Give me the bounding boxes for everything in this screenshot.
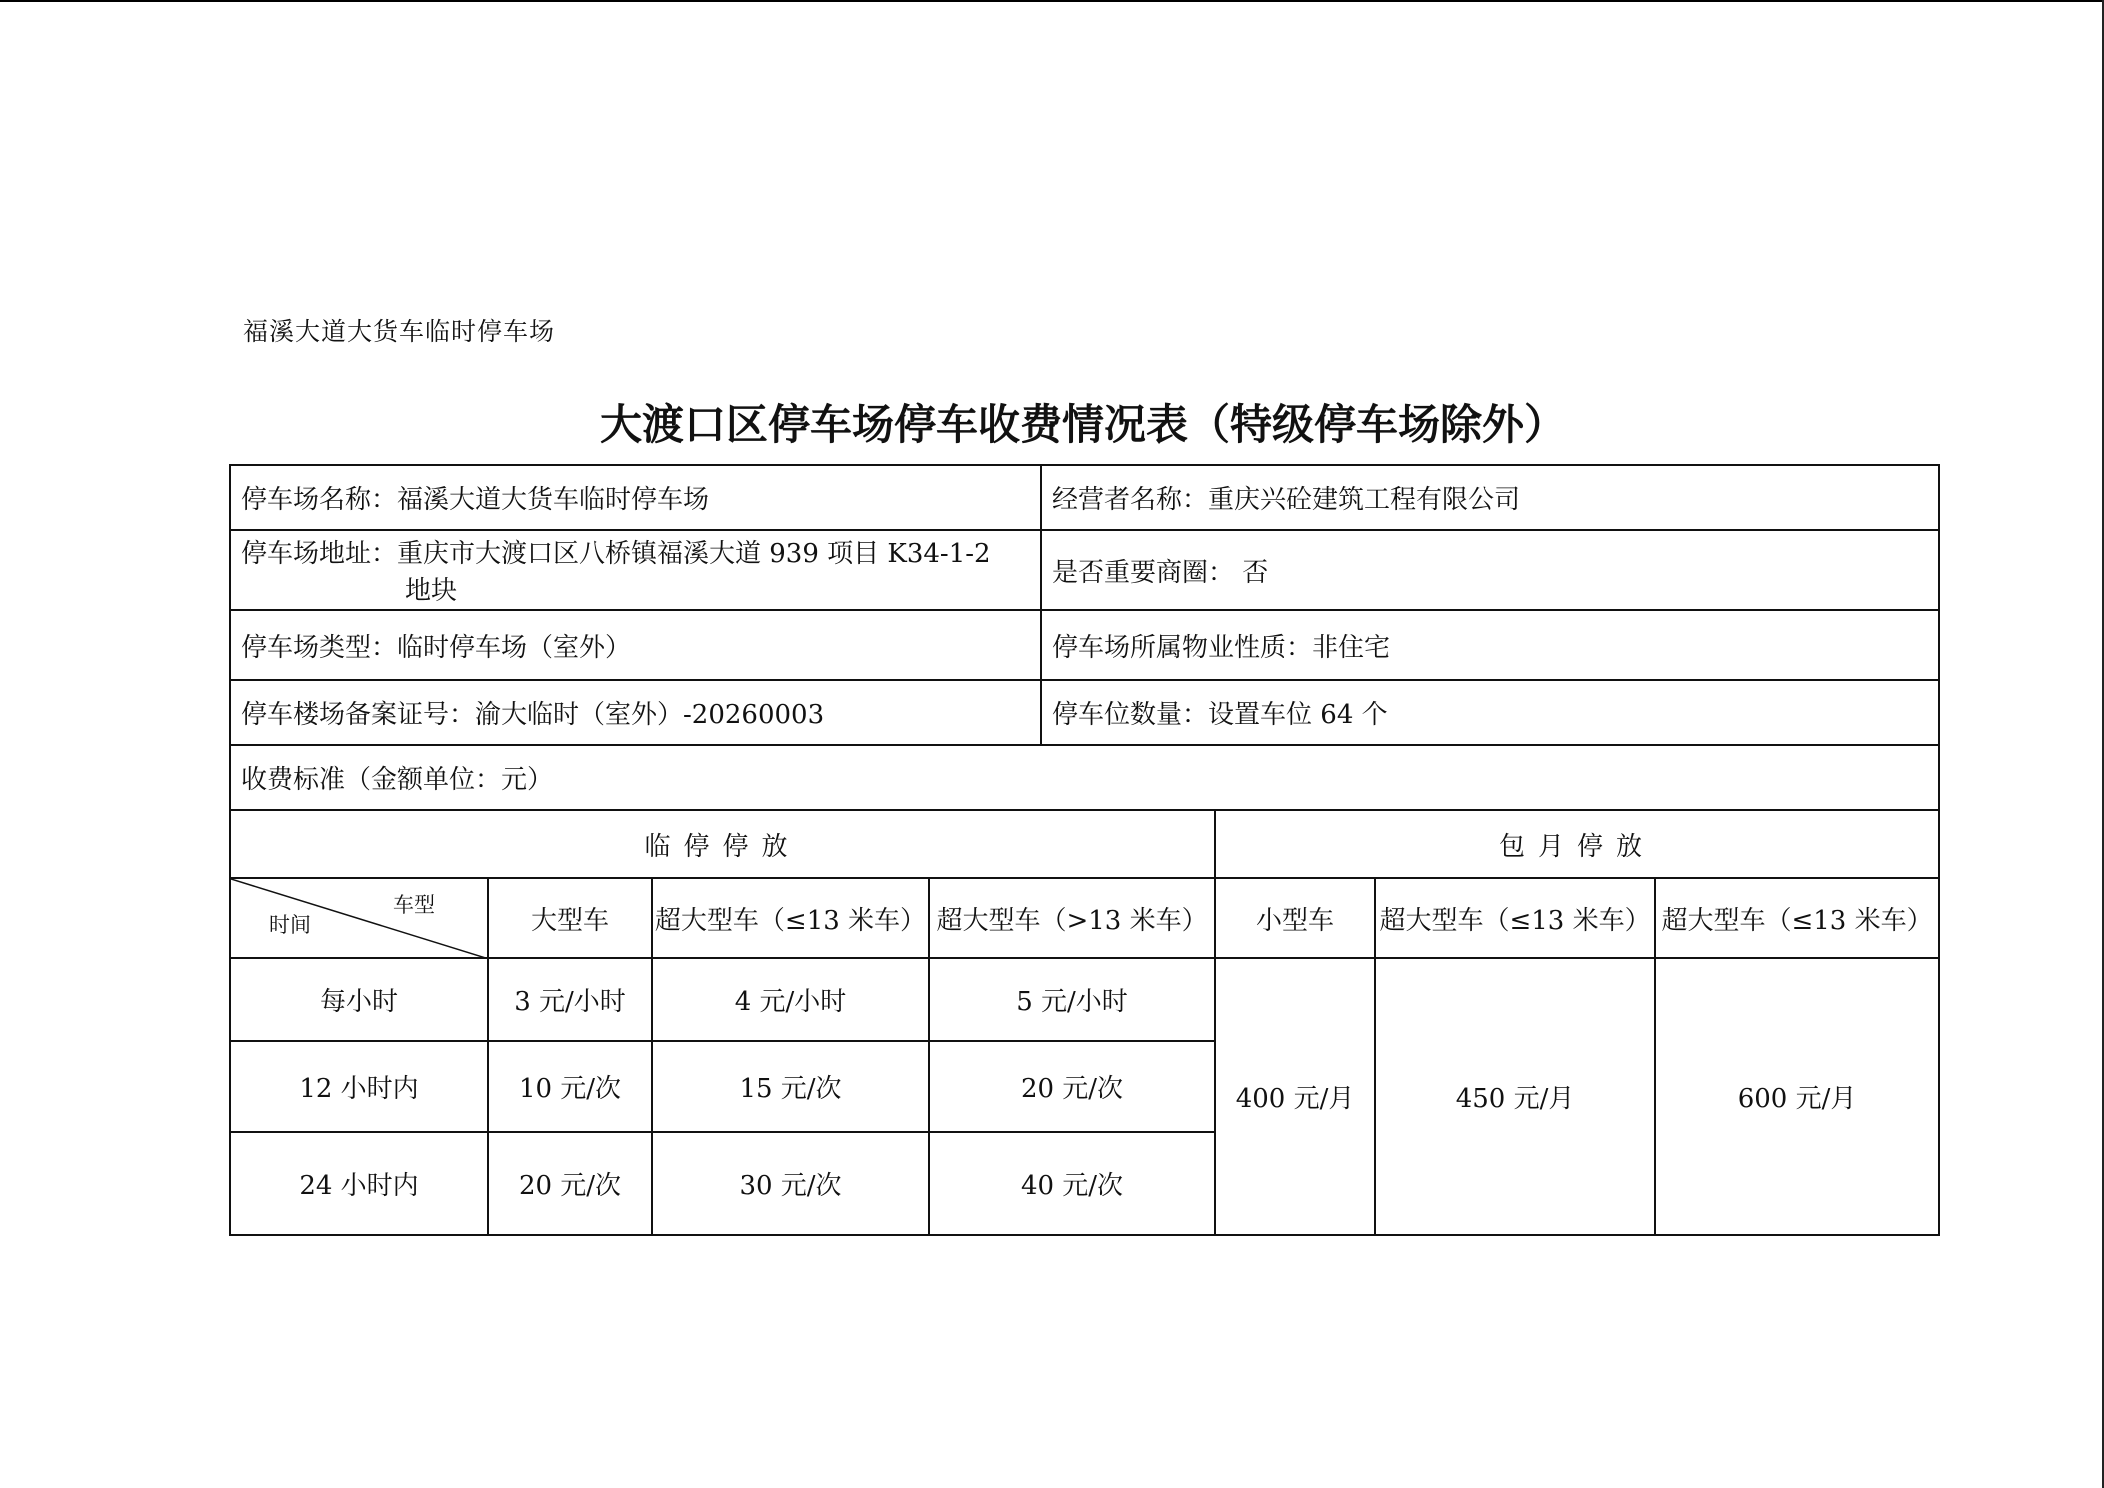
time-12h: 12 小时内 bbox=[230, 1041, 488, 1132]
info-row-type bbox=[230, 610, 1939, 680]
info-row-name bbox=[230, 465, 1939, 530]
monthly-parking-header: 包月停放 bbox=[1499, 831, 1656, 862]
temporary-parking-header: 临停停放 bbox=[644, 831, 801, 862]
corner-label-time: 时间 bbox=[269, 913, 311, 937]
monthly-fee-xl-a: 450 元/月 bbox=[1375, 958, 1655, 1235]
vehicle-type-xl-gt13: 超大型车（>13 米车） bbox=[929, 878, 1215, 958]
property-nature-cell: 停车场所属物业性质：非住宅 bbox=[1041, 610, 1939, 680]
vehicle-type-xl-monthly-a: 超大型车（≤13 米车） bbox=[1375, 878, 1655, 958]
key-district-cell: 是否重要商圈： 否 bbox=[1041, 530, 1939, 610]
corner-label-vehicle-type: 车型 bbox=[393, 893, 435, 917]
monthly-fee-xl-b: 600 元/月 bbox=[1655, 958, 1939, 1235]
vehicle-type-small-monthly: 小型车 bbox=[1215, 878, 1375, 958]
fee-xl-gt13-hourly: 5 元/小时 bbox=[929, 958, 1215, 1041]
info-row-record bbox=[230, 680, 1939, 745]
time-24h: 24 小时内 bbox=[230, 1132, 488, 1235]
monthly-fee-small: 400 元/月 bbox=[1215, 958, 1375, 1235]
vehicle-type-header-row bbox=[230, 878, 1939, 958]
parking-fee-table bbox=[229, 464, 1940, 1236]
table-row bbox=[230, 958, 1939, 1041]
fee-xl-le13-hourly: 4 元/小时 bbox=[652, 958, 929, 1041]
address-cell bbox=[230, 530, 1041, 610]
lot-type-cell: 停车场类型：临时停车场（室外） bbox=[230, 610, 1041, 680]
vehicle-type-xl-le13: 超大型车（≤13 米车） bbox=[652, 878, 929, 958]
page-top-rule bbox=[0, 0, 2104, 2]
fee-xl-gt13-12h: 20 元/次 bbox=[929, 1041, 1215, 1132]
fee-xl-le13-12h: 15 元/次 bbox=[652, 1041, 929, 1132]
lot-name-cell: 停车场名称：福溪大道大货车临时停车场 bbox=[230, 465, 1041, 530]
fee-xl-le13-24h: 30 元/次 bbox=[652, 1132, 929, 1235]
fee-large-24h: 20 元/次 bbox=[488, 1132, 652, 1235]
time-hourly: 每小时 bbox=[230, 958, 488, 1041]
header-caption: 福溪大道大货车临时停车场 bbox=[243, 317, 556, 346]
corner-header-cell bbox=[230, 878, 488, 958]
document-title: 大渡口区停车场停车收费情况表（特级停车场除外） bbox=[599, 400, 1566, 449]
record-no-cell: 停车楼场备案证号：渝大临时（室外）-20260003 bbox=[230, 680, 1041, 745]
fee-large-hourly: 3 元/小时 bbox=[488, 958, 652, 1041]
vehicle-type-xl-monthly-b: 超大型车（≤13 米车） bbox=[1655, 878, 1939, 958]
vehicle-type-large: 大型车 bbox=[488, 878, 652, 958]
fee-large-12h: 10 元/次 bbox=[488, 1041, 652, 1132]
fee-standard-cell: 收费标准（金额单位：元） bbox=[230, 745, 1939, 810]
address-line2: 地块 bbox=[405, 576, 458, 606]
info-row-address bbox=[230, 530, 1939, 610]
operator-cell: 经营者名称：重庆兴砼建筑工程有限公司 bbox=[1041, 465, 1939, 530]
fee-xl-gt13-24h: 40 元/次 bbox=[929, 1132, 1215, 1235]
spaces-cell: 停车位数量：设置车位 64 个 bbox=[1041, 680, 1939, 745]
section-header-row bbox=[230, 810, 1939, 878]
address-line1: 停车场地址：重庆市大渡口区八桥镇福溪大道 939 项目 K34-1-2 bbox=[241, 539, 991, 569]
info-row-fee-standard bbox=[230, 745, 1939, 810]
